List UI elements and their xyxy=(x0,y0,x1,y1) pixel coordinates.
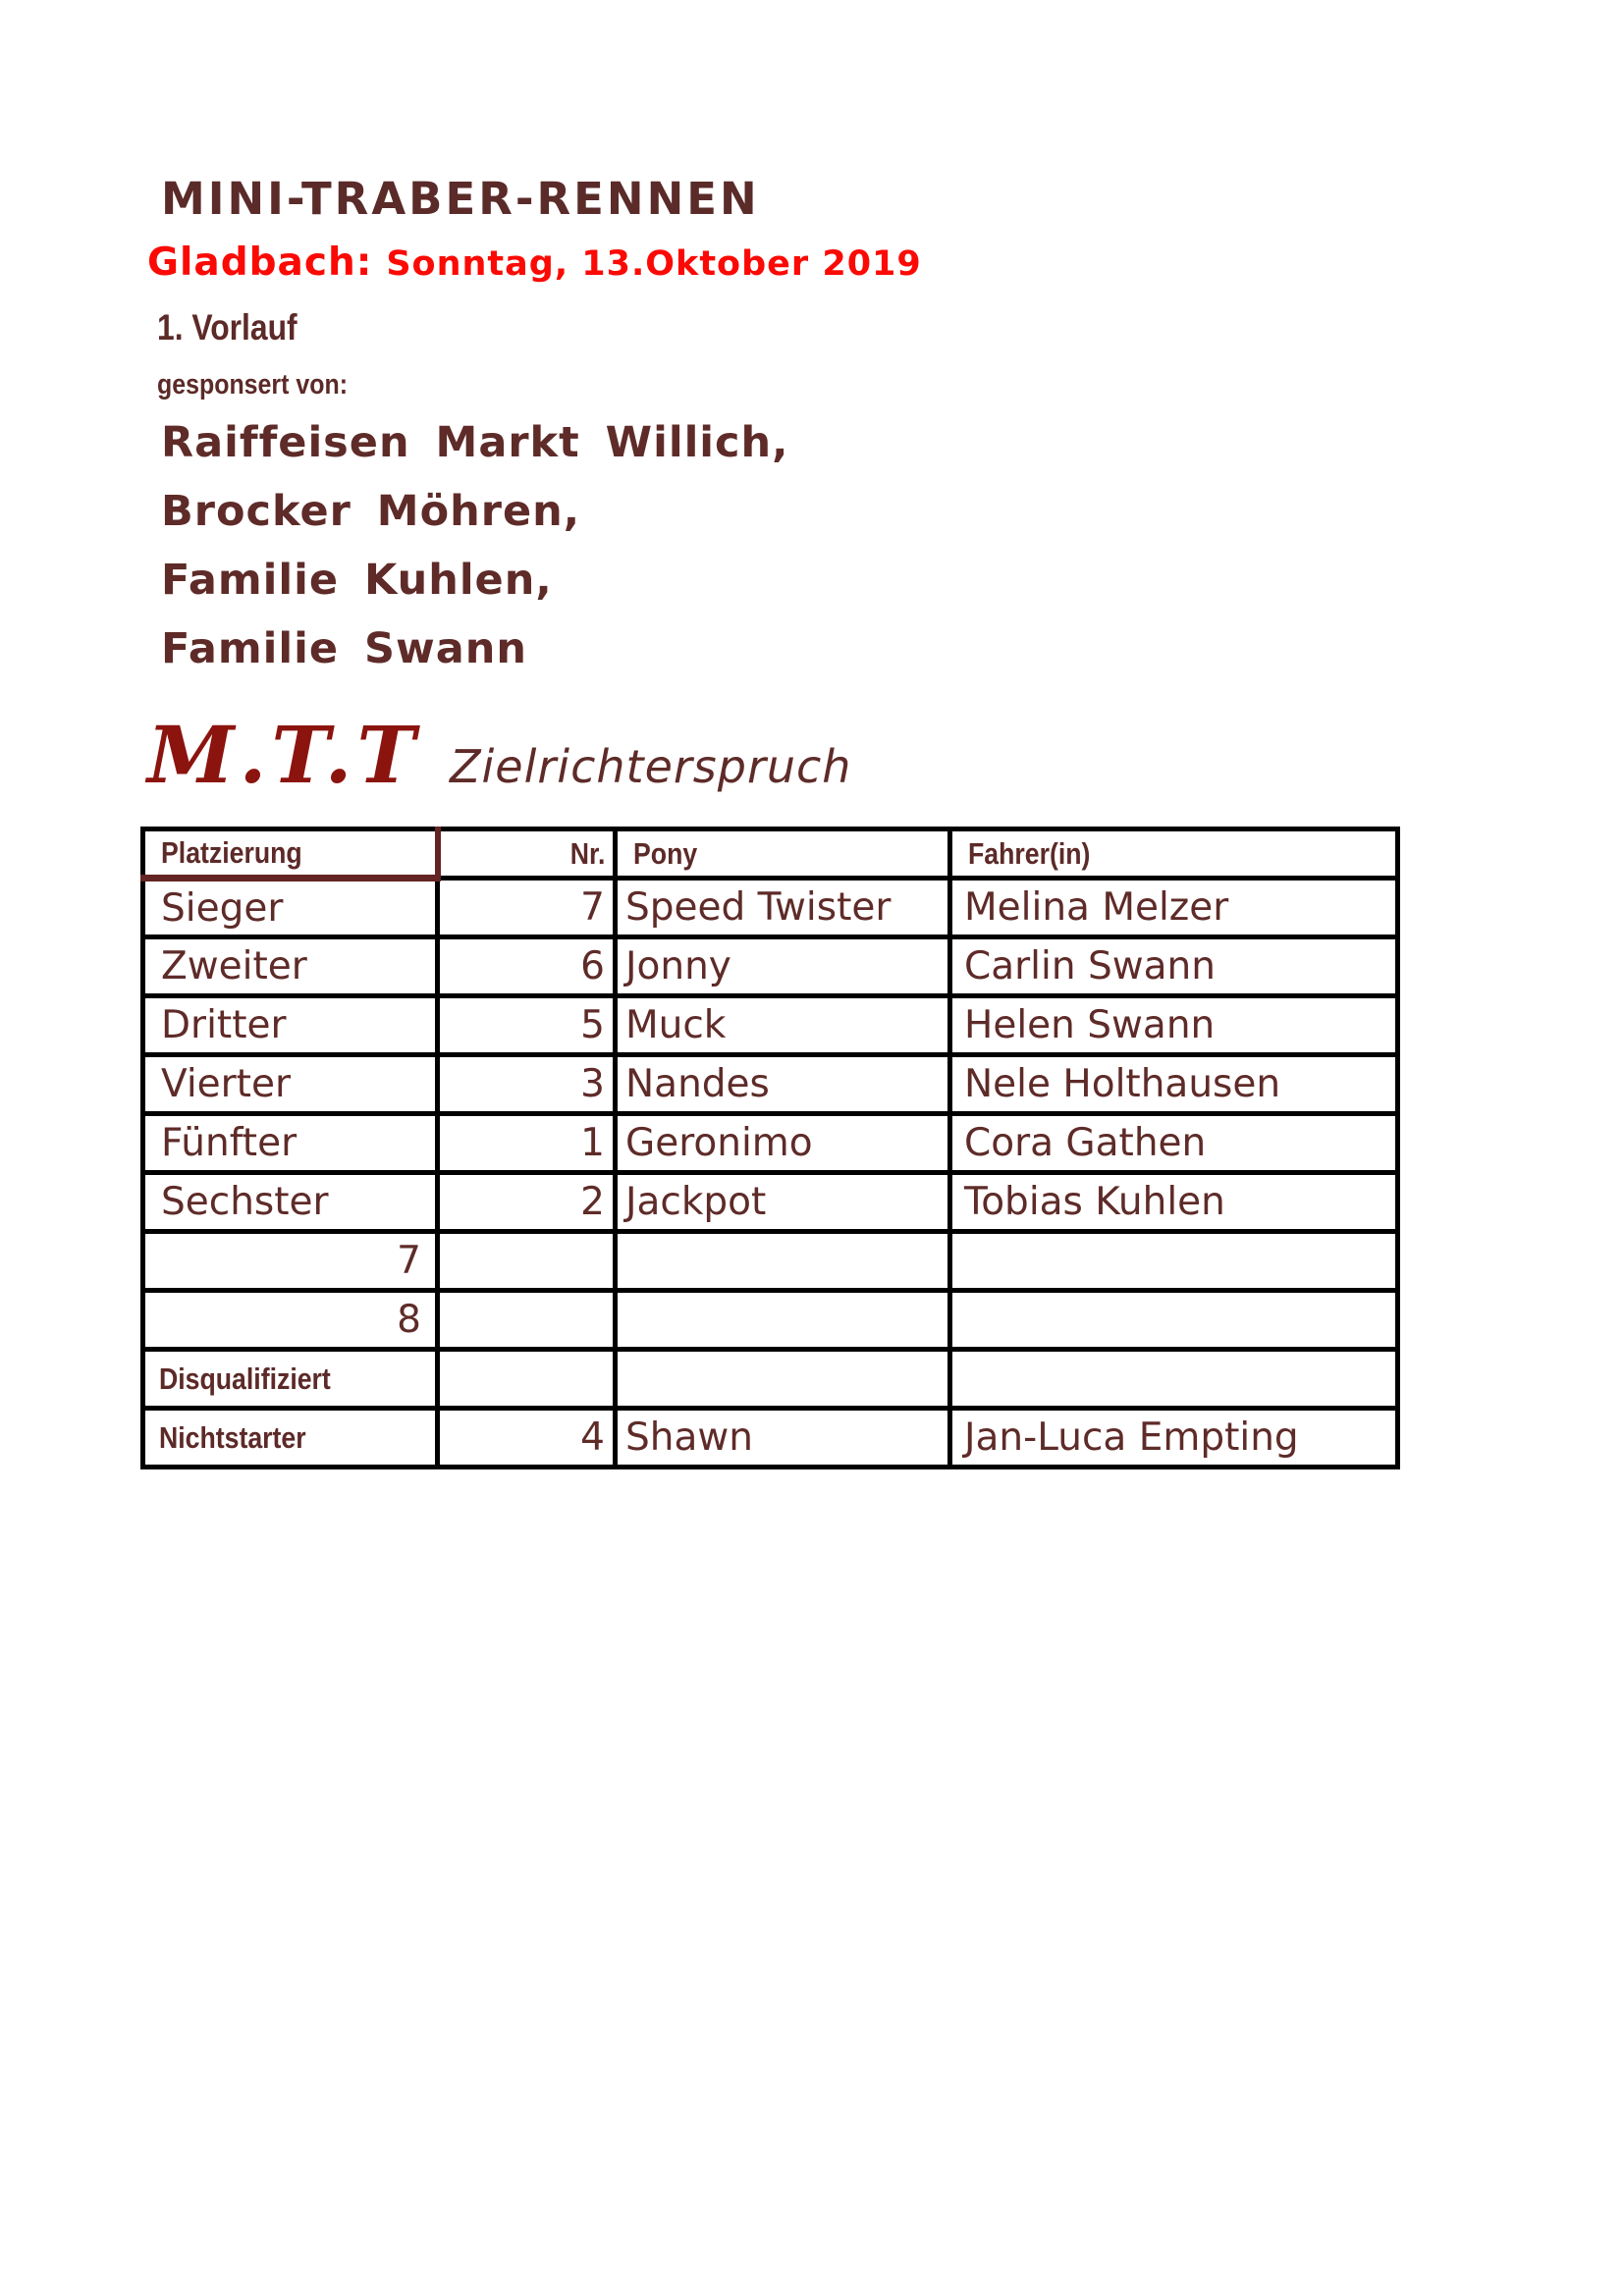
cell-pony xyxy=(616,1350,950,1409)
sponsored-by-label: gesponsert von: xyxy=(157,369,349,400)
sponsor-list xyxy=(161,408,788,683)
table-row xyxy=(143,1232,1398,1291)
sponsor-item: Familie Swann xyxy=(161,624,527,673)
cell-pony: Nandes xyxy=(616,1055,950,1114)
cell-platzierung: Dritter xyxy=(143,996,438,1055)
cell-platzierung: Nichtstarter xyxy=(143,1409,438,1468)
header-fahrer: Fahrer(in) xyxy=(950,829,1398,879)
table-row xyxy=(143,1114,1398,1173)
cell-pony: Shawn xyxy=(616,1409,950,1468)
cell-nr xyxy=(438,1232,616,1291)
table-row xyxy=(143,879,1398,937)
cell-fahrer: Carlin Swann xyxy=(950,937,1398,996)
cell-fahrer: Jan-Luca Empting xyxy=(950,1409,1398,1468)
header-pony: Pony xyxy=(616,829,950,879)
header-platzierung: Platzierung xyxy=(143,829,438,879)
cell-nr: 6 xyxy=(438,937,616,996)
cell-nr: 4 xyxy=(438,1409,616,1468)
cell-nr: 1 xyxy=(438,1114,616,1173)
cell-platzierung: 8 xyxy=(143,1291,438,1350)
heat-label: 1. Vorlauf xyxy=(157,307,298,347)
header-nr: Nr. xyxy=(438,829,616,879)
page-title: MINI-TRABER-RENNEN xyxy=(161,173,760,225)
cell-pony xyxy=(616,1232,950,1291)
cell-platzierung: Sechster xyxy=(143,1173,438,1232)
cell-fahrer: Helen Swann xyxy=(950,996,1398,1055)
cell-platzierung: Sieger xyxy=(143,879,438,937)
cell-platzierung: Fünfter xyxy=(143,1114,438,1173)
cell-fahrer xyxy=(950,1291,1398,1350)
table-row xyxy=(143,1350,1398,1409)
sponsor-item: Brocker Möhren, xyxy=(161,487,581,536)
cell-fahrer: Cora Gathen xyxy=(950,1114,1398,1173)
race-date: Sonntag, 13.Oktober 2019 xyxy=(386,244,922,284)
race-date-line xyxy=(147,240,922,285)
sponsor-item: Raiffeisen Markt Willich, xyxy=(161,418,789,467)
cell-platzierung: Zweiter xyxy=(143,937,438,996)
cell-fahrer xyxy=(950,1232,1398,1291)
cell-pony xyxy=(616,1291,950,1350)
cell-pony: Geronimo xyxy=(616,1114,950,1173)
sponsor-item: Familie Kuhlen, xyxy=(161,556,553,605)
cell-pony: Jackpot xyxy=(616,1173,950,1232)
cell-fahrer xyxy=(950,1350,1398,1409)
cell-platzierung: Vierter xyxy=(143,1055,438,1114)
cell-pony: Jonny xyxy=(616,937,950,996)
cell-fahrer: Melina Melzer xyxy=(950,879,1398,937)
cell-nr: 5 xyxy=(438,996,616,1055)
table-row xyxy=(143,1173,1398,1232)
cell-pony: Muck xyxy=(616,996,950,1055)
table-row xyxy=(143,996,1398,1055)
table-row xyxy=(143,937,1398,996)
cell-nr: 3 xyxy=(438,1055,616,1114)
verdict-heading xyxy=(147,709,851,801)
cell-nr: 2 xyxy=(438,1173,616,1232)
cell-fahrer: Nele Holthausen xyxy=(950,1055,1398,1114)
table-header-row xyxy=(143,829,1398,879)
cell-nr: 7 xyxy=(438,879,616,937)
table-row xyxy=(143,1291,1398,1350)
cell-platzierung: Disqualifiziert xyxy=(143,1350,438,1409)
table-row xyxy=(143,1055,1398,1114)
cell-nr xyxy=(438,1350,616,1409)
verdict-title: Zielrichterspruch xyxy=(450,740,852,793)
table-row xyxy=(143,1409,1398,1468)
race-location: Gladbach: xyxy=(147,240,373,285)
cell-platzierung: 7 xyxy=(143,1232,438,1291)
cell-fahrer: Tobias Kuhlen xyxy=(950,1173,1398,1232)
cell-nr xyxy=(438,1291,616,1350)
club-logo-text: M.T.T xyxy=(147,709,421,801)
cell-pony: Speed Twister xyxy=(616,879,950,937)
results-table xyxy=(140,827,1400,1469)
